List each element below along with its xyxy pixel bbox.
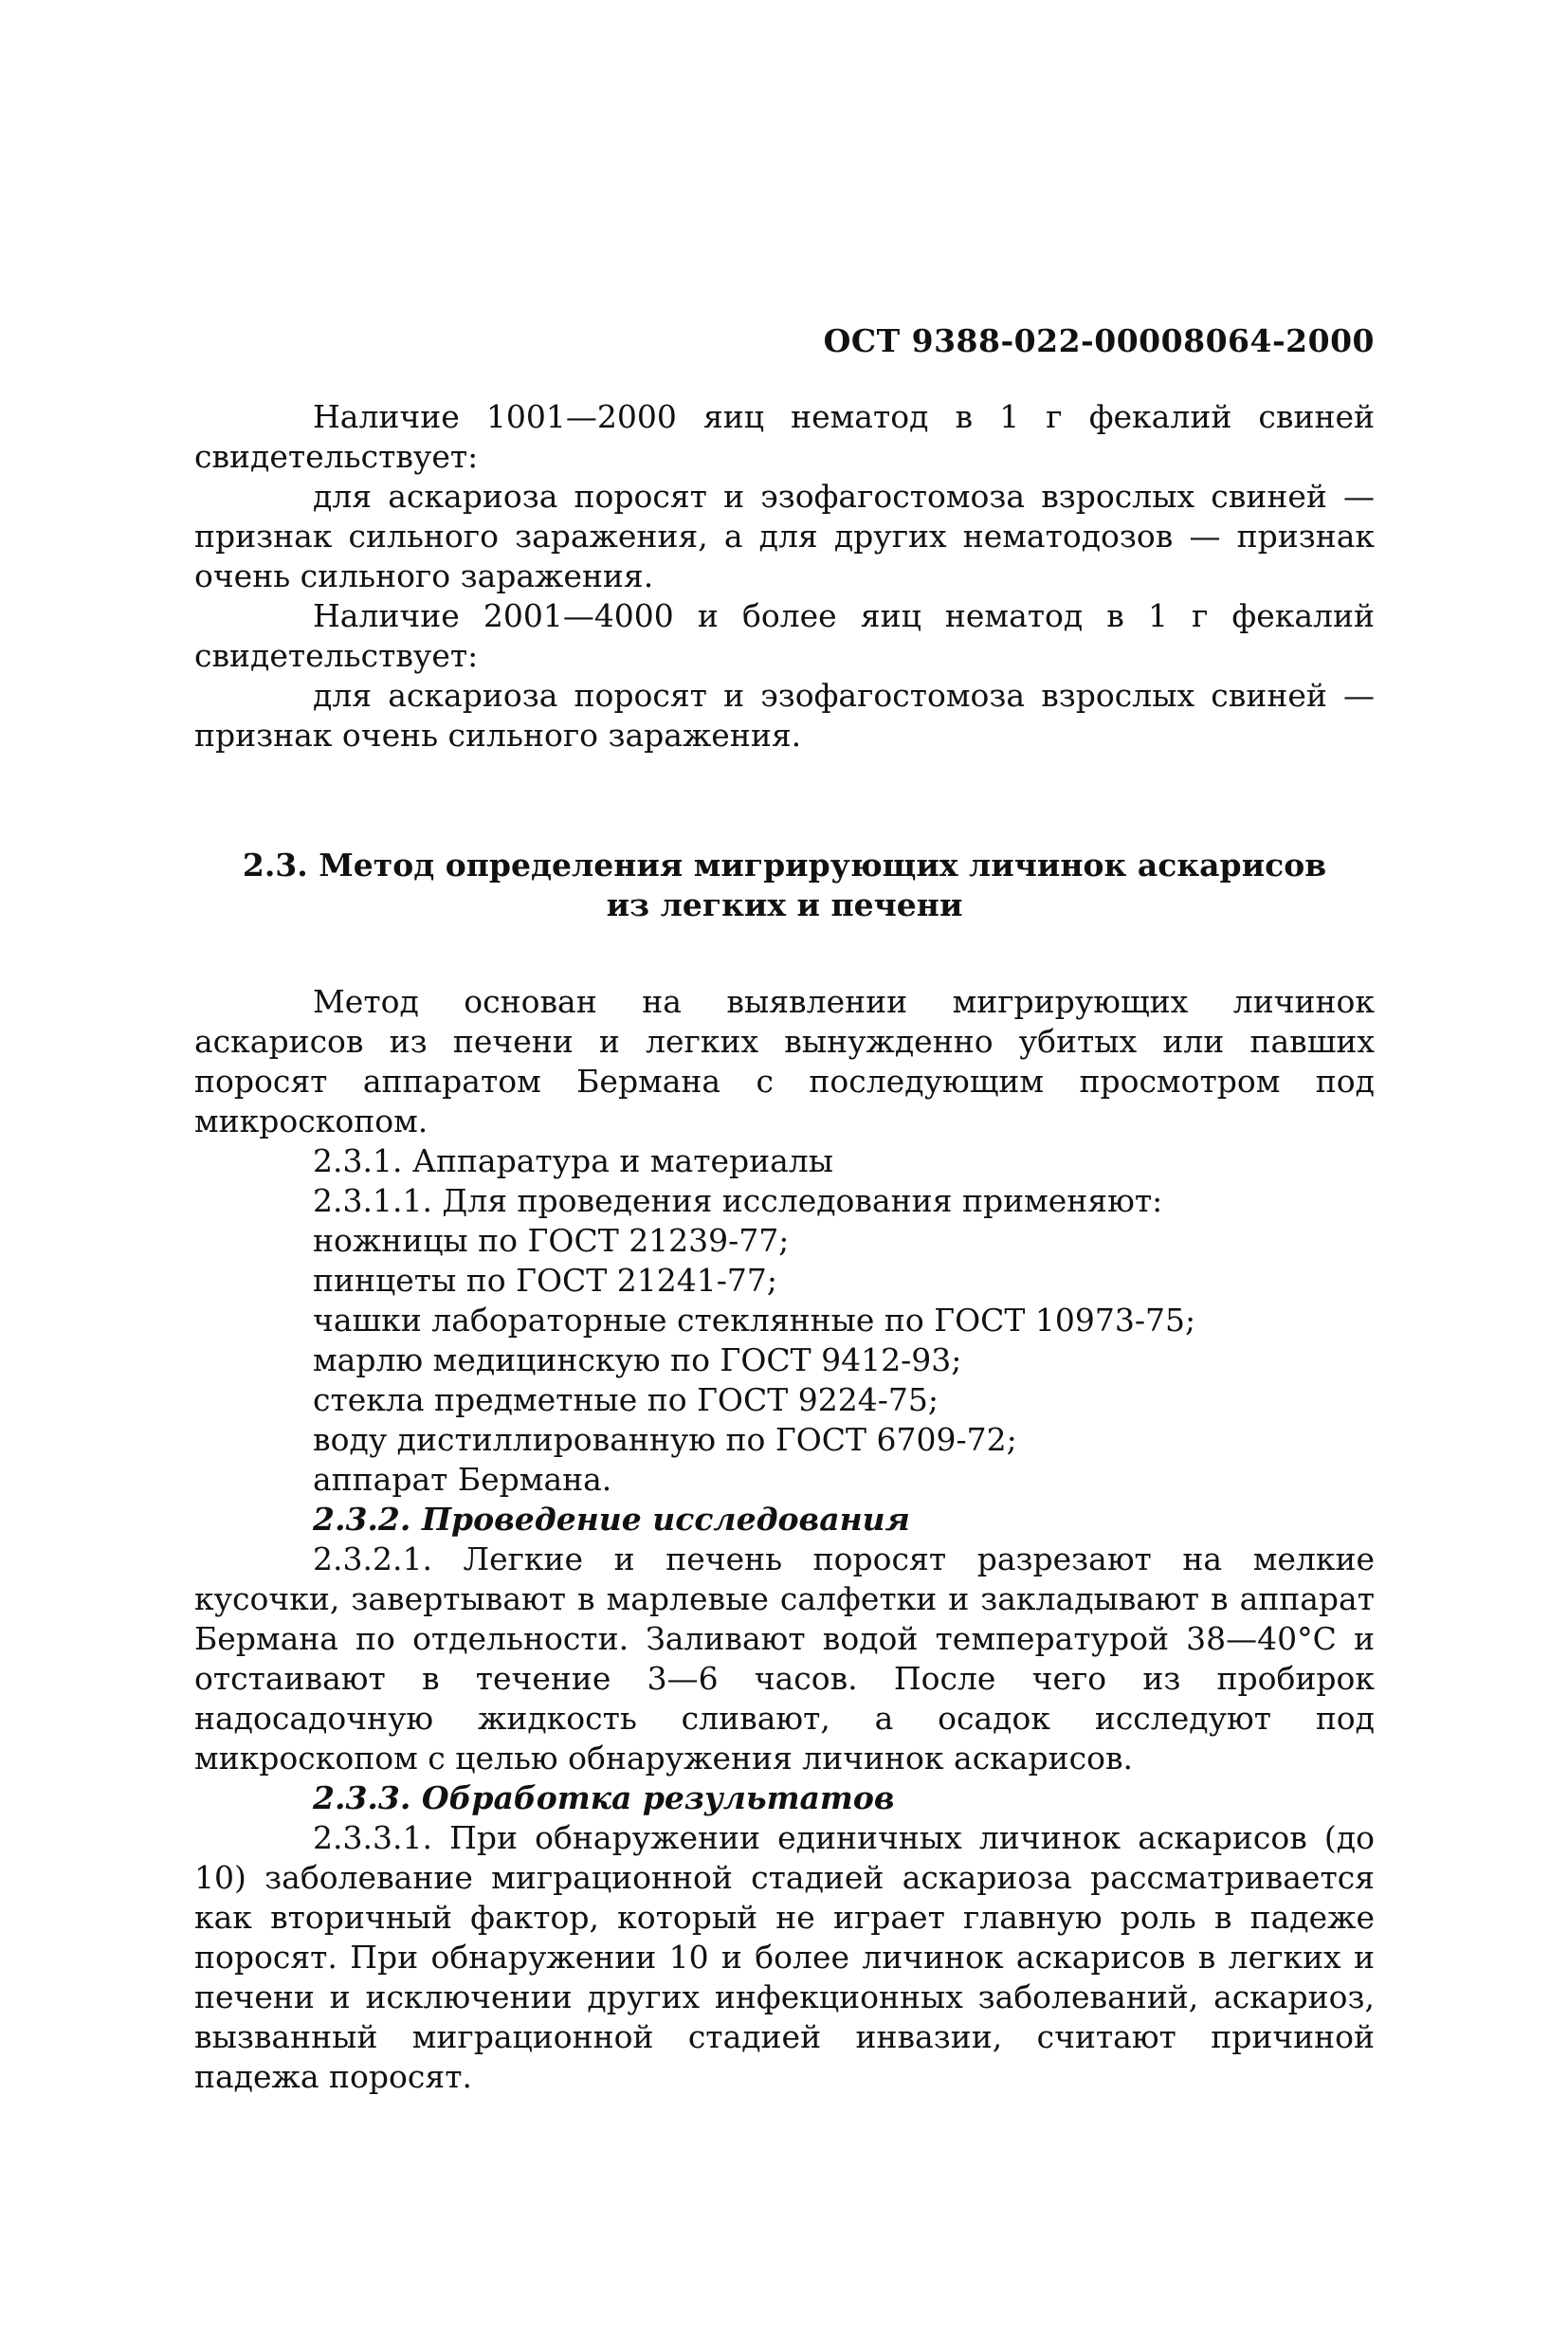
material-item: марлю медицинскую по ГОСТ 9412-93; <box>313 1341 962 1378</box>
material-item: чашки лабораторные стеклянные по ГОСТ 10973-75; <box>313 1302 1196 1339</box>
material-item: стекла предметные по ГОСТ 9224-75; <box>313 1381 939 1418</box>
subsection-2-3-3-heading: 2.3.3. Обработка результатов <box>313 1779 895 1816</box>
material-item: воду дистиллированную по ГОСТ 6709-72; <box>313 1421 1017 1458</box>
subsection-2-3-2-1: 2.3.2.1. Легкие и печень поросят разрезают на мелкие кусочки, завертывают в марлевые салфетки и закладывают в аппарат Бермана по отдельности. Заливают водой температурой 38—40°С и отстаивают в течение 3—6 часов. После чего из пробирок надосадочную жидкость сливают, а осадок исследуют под микроскопом с целью обнаружения личинок аскарисов. <box>194 1540 1375 1777</box>
document-code: ОСТ 9388-022-00008064-2000 <box>823 322 1375 359</box>
document-page <box>194 322 1375 2097</box>
subsection-2-3-1: 2.3.1. Аппаратура и материалы <box>313 1142 833 1179</box>
intro-paragraph-2: для аскариоза поросят и эзофагостомоза взрослых свиней — признак сильного заражения, а для других нематодозов — признак очень сильного заражения. <box>194 478 1375 594</box>
material-item: ножницы по ГОСТ 21239-77; <box>313 1222 790 1259</box>
material-item: пинцеты по ГОСТ 21241-77; <box>313 1262 777 1299</box>
method-description: Метод основан на выявлении мигрирующих личинок аскарисов из печени и легких вынужденно убитых или павших поросят аппаратом Бермана с последующим просмотром под микроскопом. <box>194 983 1375 1139</box>
intro-paragraph-3: Наличие 2001—4000 и более яиц нематод в 1 г фекалий свидетельствует: <box>194 597 1375 674</box>
material-item: аппарат Бермана. <box>313 1461 612 1498</box>
subsection-2-3-2-heading: 2.3.2. Проведение исследования <box>313 1501 910 1538</box>
section-title <box>194 846 1375 925</box>
subsection-2-3-1-1: 2.3.1.1. Для проведения исследования применяют: <box>313 1182 1163 1219</box>
section-title-line-2: из легких и печени <box>606 886 963 923</box>
intro-paragraph-4: для аскариоза поросят и эзофагостомоза взрослых свиней — признак очень сильного заражения. <box>194 677 1375 754</box>
intro-paragraph-1: Наличие 1001—2000 яиц нематод в 1 г фекалий свиней свидетельствует: <box>194 398 1375 475</box>
section-title-line-1: 2.3. Метод определения мигрирующих личинок аскарисов <box>242 847 1327 884</box>
subsection-2-3-3-1: 2.3.3.1. При обнаружении единичных личинок аскарисов (до 10) заболевание миграционной стадией аскариоза рассматривается как вторичный фактор, который не играет главную роль в падеже поросят. При обнаружении 10 и более личинок аскарисов в легких и печени и исключении других инфекционных заболеваний, аскариоз, вызванный миграционной стадией инвазии, считают причиной падежа поросят. <box>194 1819 1375 2095</box>
